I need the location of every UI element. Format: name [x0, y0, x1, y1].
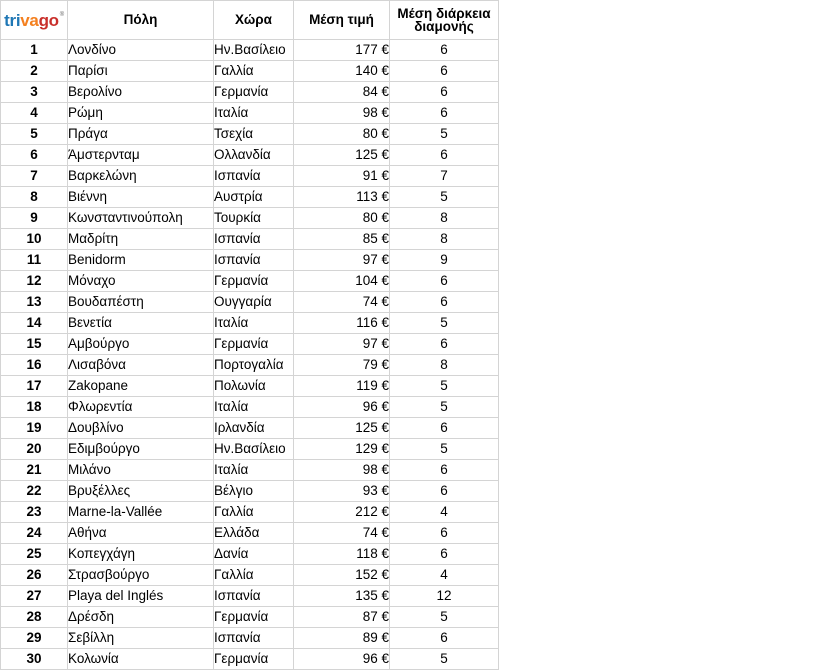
city-cell: Κωνσταντινούπολη	[68, 208, 214, 229]
rank-cell: 21	[1, 460, 68, 481]
table-row	[1, 586, 499, 607]
duration-cell: 6	[390, 271, 499, 292]
table-row	[1, 124, 499, 145]
price-cell: 74 €	[294, 292, 390, 313]
duration-cell: 4	[390, 502, 499, 523]
duration-cell: 6	[390, 523, 499, 544]
table-row	[1, 313, 499, 334]
table-row	[1, 628, 499, 649]
price-cell: 113 €	[294, 187, 390, 208]
city-cell: Δρέσδη	[68, 607, 214, 628]
country-cell: Ην.Βασίλειο	[214, 439, 294, 460]
price-cell: 129 €	[294, 439, 390, 460]
price-cell: 125 €	[294, 418, 390, 439]
rank-cell: 7	[1, 166, 68, 187]
table-row	[1, 229, 499, 250]
country-cell: Γερμανία	[214, 649, 294, 670]
rank-cell: 15	[1, 334, 68, 355]
price-cell: 116 €	[294, 313, 390, 334]
duration-cell: 4	[390, 565, 499, 586]
rank-cell: 26	[1, 565, 68, 586]
rank-cell: 28	[1, 607, 68, 628]
table-row	[1, 292, 499, 313]
city-cell: Δουβλίνο	[68, 418, 214, 439]
table-row	[1, 397, 499, 418]
table-row	[1, 565, 499, 586]
price-cell: 85 €	[294, 229, 390, 250]
rank-cell: 2	[1, 61, 68, 82]
header-price: Μέση τιμή	[294, 1, 390, 40]
duration-cell: 5	[390, 397, 499, 418]
price-cell: 80 €	[294, 208, 390, 229]
city-cell: Κολωνία	[68, 649, 214, 670]
country-cell: Δανία	[214, 544, 294, 565]
city-cell: Playa del Inglés	[68, 586, 214, 607]
price-cell: 96 €	[294, 397, 390, 418]
country-cell: Ιταλία	[214, 313, 294, 334]
rank-cell: 12	[1, 271, 68, 292]
country-cell: Γερμανία	[214, 607, 294, 628]
table-row	[1, 544, 499, 565]
price-cell: 84 €	[294, 82, 390, 103]
country-cell: Πολωνία	[214, 376, 294, 397]
table-row	[1, 439, 499, 460]
country-cell: Γαλλία	[214, 61, 294, 82]
rank-cell: 5	[1, 124, 68, 145]
rank-cell: 14	[1, 313, 68, 334]
city-cell: Φλωρεντία	[68, 397, 214, 418]
trivago-logo: trivago®	[1, 1, 68, 40]
city-cell: Λονδίνο	[68, 40, 214, 61]
price-cell: 152 €	[294, 565, 390, 586]
price-cell: 74 €	[294, 523, 390, 544]
duration-cell: 6	[390, 418, 499, 439]
city-cell: Βουδαπέστη	[68, 292, 214, 313]
table-row	[1, 250, 499, 271]
duration-cell: 6	[390, 292, 499, 313]
rank-cell: 25	[1, 544, 68, 565]
price-cell: 97 €	[294, 334, 390, 355]
header-country: Χώρα	[214, 1, 294, 40]
country-cell: Βέλγιο	[214, 481, 294, 502]
city-cell: Βενετία	[68, 313, 214, 334]
price-cell: 98 €	[294, 460, 390, 481]
table-row	[1, 481, 499, 502]
table-row	[1, 40, 499, 61]
city-cell: Μαδρίτη	[68, 229, 214, 250]
country-cell: Ισπανία	[214, 166, 294, 187]
duration-cell: 5	[390, 187, 499, 208]
city-cell: Βρυξέλλες	[68, 481, 214, 502]
rank-cell: 24	[1, 523, 68, 544]
duration-cell: 8	[390, 229, 499, 250]
city-cell: Κοπεγχάγη	[68, 544, 214, 565]
header-city: Πόλη	[68, 1, 214, 40]
country-cell: Ιταλία	[214, 397, 294, 418]
city-cell: Marne-la-Vallée	[68, 502, 214, 523]
table-row	[1, 334, 499, 355]
country-cell: Ιταλία	[214, 460, 294, 481]
duration-cell: 5	[390, 607, 499, 628]
country-cell: Ελλάδα	[214, 523, 294, 544]
table-row	[1, 376, 499, 397]
duration-cell: 9	[390, 250, 499, 271]
country-cell: Ολλανδία	[214, 145, 294, 166]
city-cell: Άμστερνταμ	[68, 145, 214, 166]
rank-cell: 29	[1, 628, 68, 649]
price-cell: 104 €	[294, 271, 390, 292]
duration-cell: 6	[390, 481, 499, 502]
price-cell: 87 €	[294, 607, 390, 628]
rank-cell: 8	[1, 187, 68, 208]
rank-cell: 20	[1, 439, 68, 460]
country-cell: Γερμανία	[214, 271, 294, 292]
duration-cell: 6	[390, 544, 499, 565]
rank-cell: 10	[1, 229, 68, 250]
duration-cell: 12	[390, 586, 499, 607]
country-cell: Ουγγαρία	[214, 292, 294, 313]
table-row	[1, 61, 499, 82]
table-row	[1, 145, 499, 166]
table-row	[1, 607, 499, 628]
city-cell: Αθήνα	[68, 523, 214, 544]
duration-cell: 5	[390, 313, 499, 334]
city-cell: Zakopane	[68, 376, 214, 397]
country-cell: Ην.Βασίλειο	[214, 40, 294, 61]
duration-cell: 6	[390, 334, 499, 355]
duration-cell: 6	[390, 40, 499, 61]
city-cell: Μόναχο	[68, 271, 214, 292]
table-row	[1, 166, 499, 187]
duration-cell: 6	[390, 61, 499, 82]
rank-cell: 4	[1, 103, 68, 124]
duration-cell: 5	[390, 376, 499, 397]
country-cell: Γαλλία	[214, 502, 294, 523]
price-cell: 80 €	[294, 124, 390, 145]
rank-cell: 6	[1, 145, 68, 166]
rank-cell: 23	[1, 502, 68, 523]
price-cell: 118 €	[294, 544, 390, 565]
country-cell: Αυστρία	[214, 187, 294, 208]
price-cell: 119 €	[294, 376, 390, 397]
city-cell: Ρώμη	[68, 103, 214, 124]
country-cell: Ισπανία	[214, 628, 294, 649]
table-row	[1, 103, 499, 124]
price-cell: 140 €	[294, 61, 390, 82]
country-cell: Ιταλία	[214, 103, 294, 124]
rank-cell: 3	[1, 82, 68, 103]
city-cell: Πράγα	[68, 124, 214, 145]
table-row	[1, 523, 499, 544]
rank-cell: 19	[1, 418, 68, 439]
table-row	[1, 502, 499, 523]
duration-cell: 6	[390, 460, 499, 481]
duration-cell: 6	[390, 82, 499, 103]
city-cell: Βαρκελώνη	[68, 166, 214, 187]
duration-cell: 5	[390, 439, 499, 460]
duration-cell: 5	[390, 649, 499, 670]
city-cell: Παρίσι	[68, 61, 214, 82]
city-cell: Βερολίνο	[68, 82, 214, 103]
table-row	[1, 271, 499, 292]
duration-cell: 8	[390, 208, 499, 229]
city-cell: Αμβούργο	[68, 334, 214, 355]
table-row	[1, 355, 499, 376]
duration-cell: 6	[390, 103, 499, 124]
country-cell: Τουρκία	[214, 208, 294, 229]
country-cell: Ισπανία	[214, 250, 294, 271]
city-cell: Benidorm	[68, 250, 214, 271]
rank-cell: 30	[1, 649, 68, 670]
country-cell: Ισπανία	[214, 229, 294, 250]
price-cell: 98 €	[294, 103, 390, 124]
rank-cell: 1	[1, 40, 68, 61]
table-row	[1, 649, 499, 670]
table-row	[1, 460, 499, 481]
price-cell: 212 €	[294, 502, 390, 523]
country-cell: Πορτογαλία	[214, 355, 294, 376]
price-cell: 135 €	[294, 586, 390, 607]
table-row	[1, 82, 499, 103]
country-cell: Γαλλία	[214, 565, 294, 586]
rank-cell: 11	[1, 250, 68, 271]
rank-cell: 22	[1, 481, 68, 502]
rank-cell: 17	[1, 376, 68, 397]
table-row	[1, 208, 499, 229]
header-duration: Μέση διάρκεια διαμονής	[390, 1, 499, 40]
price-cell: 97 €	[294, 250, 390, 271]
country-cell: Γερμανία	[214, 334, 294, 355]
price-cell: 177 €	[294, 40, 390, 61]
duration-cell: 5	[390, 124, 499, 145]
header-row	[1, 1, 499, 40]
city-cell: Στρασβούργο	[68, 565, 214, 586]
city-cell: Μιλάνο	[68, 460, 214, 481]
price-cell: 96 €	[294, 649, 390, 670]
city-cell: Βιέννη	[68, 187, 214, 208]
country-cell: Γερμανία	[214, 82, 294, 103]
price-cell: 79 €	[294, 355, 390, 376]
duration-cell: 7	[390, 166, 499, 187]
duration-cell: 8	[390, 355, 499, 376]
country-cell: Ιρλανδία	[214, 418, 294, 439]
country-cell: Τσεχία	[214, 124, 294, 145]
table-row	[1, 187, 499, 208]
rank-cell: 18	[1, 397, 68, 418]
country-cell: Ισπανία	[214, 586, 294, 607]
price-cell: 125 €	[294, 145, 390, 166]
duration-cell: 6	[390, 145, 499, 166]
price-cell: 91 €	[294, 166, 390, 187]
city-cell: Λισαβόνα	[68, 355, 214, 376]
table-row	[1, 418, 499, 439]
rank-cell: 27	[1, 586, 68, 607]
city-cell: Εδιμβούργο	[68, 439, 214, 460]
price-cell: 89 €	[294, 628, 390, 649]
price-cell: 93 €	[294, 481, 390, 502]
duration-cell: 6	[390, 628, 499, 649]
rank-cell: 16	[1, 355, 68, 376]
rank-cell: 13	[1, 292, 68, 313]
rank-cell: 9	[1, 208, 68, 229]
city-cell: Σεβίλλη	[68, 628, 214, 649]
